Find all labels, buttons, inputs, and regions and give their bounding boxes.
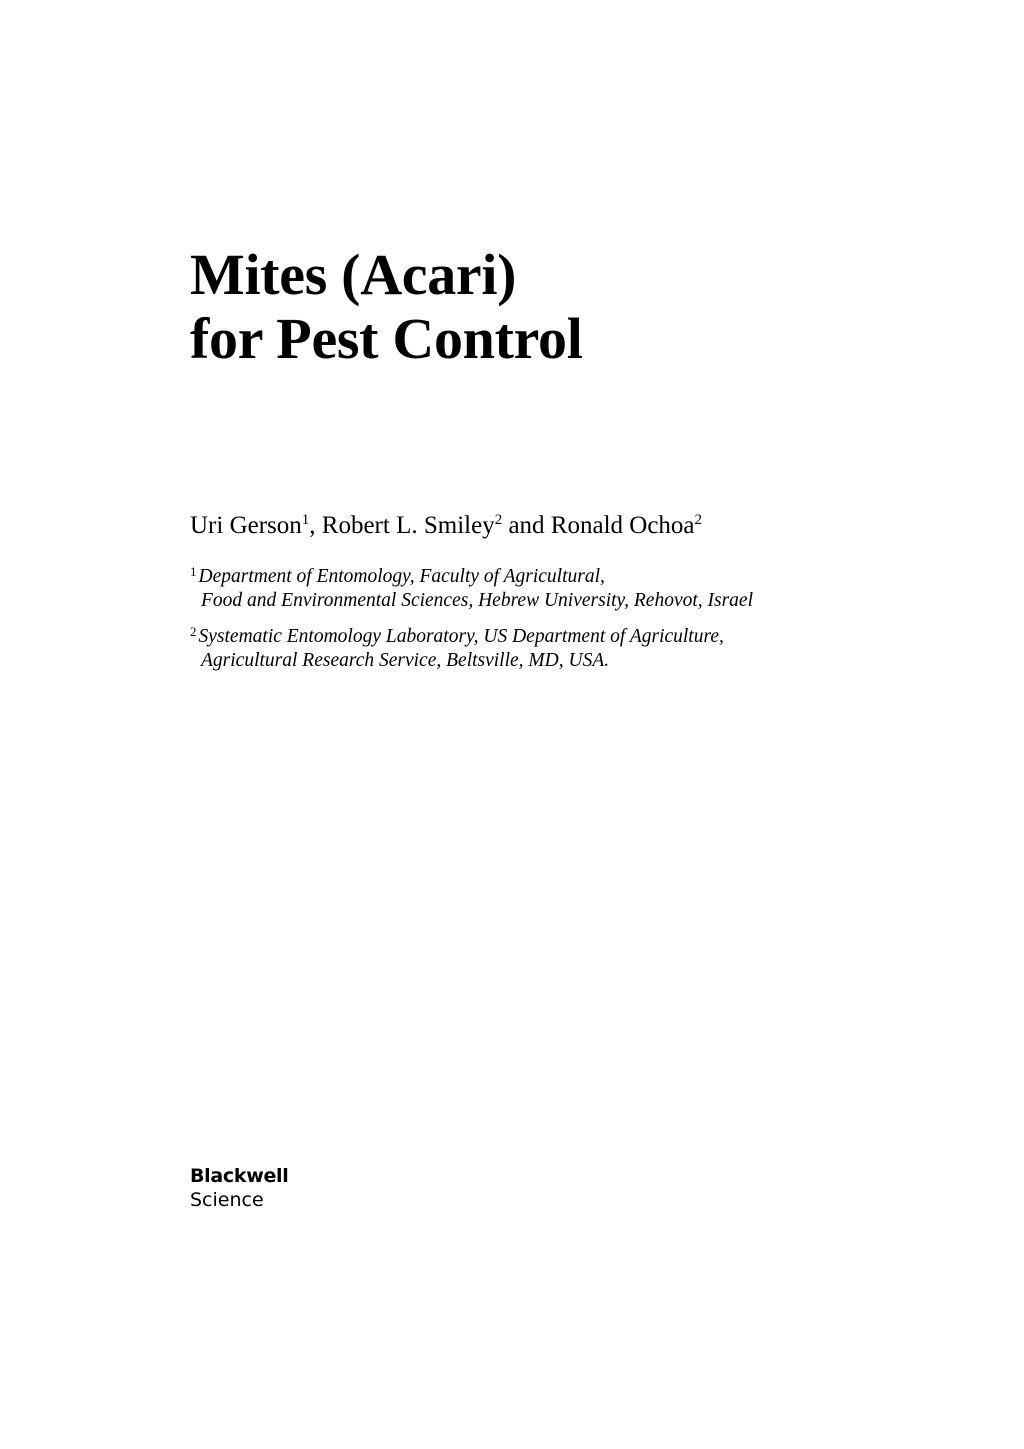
book-title-line-2: for Pest Control — [190, 306, 583, 371]
affiliation-marker: 2 — [694, 512, 703, 528]
affiliation-marker: 1 — [301, 512, 310, 528]
author-separator: and — [502, 512, 551, 539]
publisher-logo — [190, 1164, 288, 1212]
publisher-name: Blackwell — [190, 1165, 289, 1187]
author-list — [190, 510, 702, 542]
affiliation-line-1: Systematic Entomology Laboratory, US Department of Agriculture, — [198, 626, 724, 647]
affiliation-line-2: Agricultural Research Service, Beltsville, MD, USA. — [201, 650, 610, 671]
book-title — [190, 243, 583, 371]
affiliation-line-1: Department of Entomology, Faculty of Agricultural, — [198, 566, 605, 587]
affiliation-number: 2 — [190, 624, 197, 639]
affiliation-number: 1 — [190, 564, 197, 579]
affiliation-line-2: Food and Environmental Sciences, Hebrew University, Rehovot, Israel — [201, 590, 754, 611]
affiliation-marker: 2 — [494, 512, 503, 528]
author-name: Ronald Ochoa — [550, 512, 695, 539]
affiliation-2 — [190, 625, 724, 673]
book-title-line-1: Mites (Acari) — [190, 242, 517, 307]
author-name: Uri Gerson — [190, 512, 302, 539]
publisher-imprint: Science — [190, 1189, 264, 1211]
author-name: Robert L. Smiley — [321, 512, 495, 539]
affiliation-1 — [190, 565, 753, 613]
author-separator: , — [309, 512, 322, 539]
